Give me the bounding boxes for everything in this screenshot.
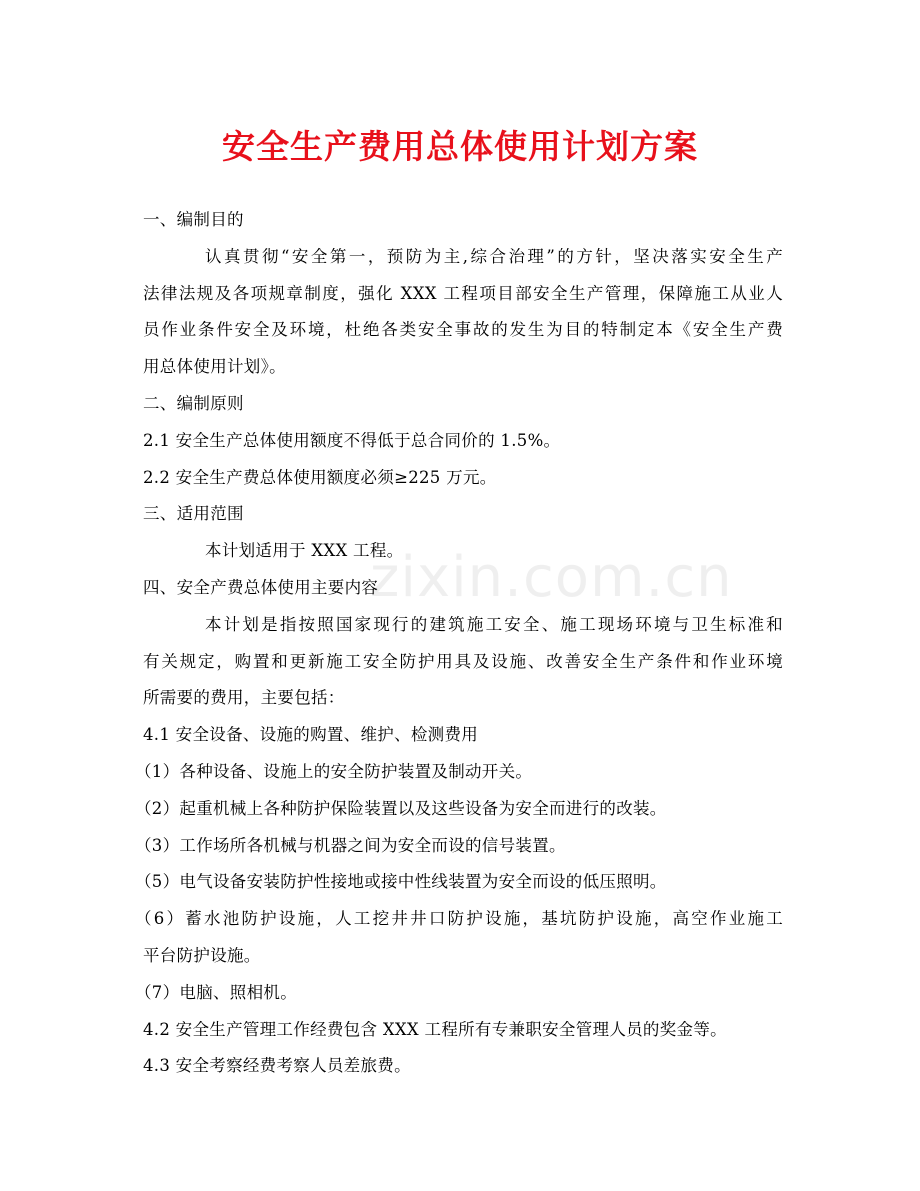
paragraph-line: 法律法规及各项规章制度，强化 XXX 工程项目部安全生产管理，保障施工从业人: [143, 283, 783, 303]
list-item: 2.2 安全生产费总体使用额度必须≥225 万元。: [143, 467, 497, 487]
section-heading: 四、安全产费总体使用主要内容: [143, 577, 379, 597]
list-item: 4.3 安全考察经费考察人员差旅费。: [143, 1056, 411, 1076]
section-heading: 一、编制目的: [143, 210, 244, 229]
list-item: 2.1 安全生产总体使用额度不得低于总合同价的 1.5%。: [143, 430, 561, 450]
document-body: [135, 202, 783, 1085]
paragraph-line: 用总体使用计划》。: [143, 357, 286, 377]
list-item: （1）各种设备、设施上的安全防护装置及制动开关。: [135, 761, 533, 781]
list-item: 4.1 安全设备、设施的购置、维护、检测费用: [143, 725, 479, 745]
list-item: （7）电脑、照相机。: [135, 982, 297, 1002]
list-item: （6）蓄水池防护设施，人工挖井井口防护设施，基坑防护设施，高空作业施工: [135, 909, 783, 929]
list-item: （5）电气设备安装防护性接地或接中性线装置为安全而设的低压照明。: [135, 872, 667, 892]
paragraph-line: 员作业条件安全及环境，杜绝各类安全事故的发生为目的特制定本《安全生产费: [143, 320, 783, 340]
paragraph-line: 本计划适用于 XXX 工程。: [205, 541, 404, 561]
list-item: （2）起重机械上各种防护保险装置以及这些设备为安全而进行的改装。: [135, 798, 667, 818]
paragraph-line: 有关规定，购置和更新施工安全防护用具及设施、改善安全生产条件和作业环境: [143, 651, 783, 671]
page-title: 安全生产费用总体使用计划方案: [222, 127, 698, 166]
list-item: 4.2 安全生产管理工作经费包含 XXX 工程所有专兼职安全管理人员的奖金等。: [143, 1019, 727, 1039]
watermark-text: zixin.com.cn: [370, 545, 733, 610]
list-item: （3）工作场所各机械与机器之间为安全而设的信号装置。: [135, 835, 566, 855]
paragraph-line: 所需要的费用，主要包括：: [143, 688, 345, 708]
paragraph-line: 认真贯彻“安全第一，预防为主,综合治理”的方针，坚决落实安全生产: [205, 246, 783, 266]
section-heading: 三、适用范围: [143, 504, 244, 524]
section-heading: 二、编制原则: [143, 393, 244, 413]
paragraph-line: 平台防护设施。: [143, 945, 261, 965]
paragraph-line: 本计划是指按照国家现行的建筑施工安全、施工现场环境与卫生标准和: [205, 614, 783, 634]
